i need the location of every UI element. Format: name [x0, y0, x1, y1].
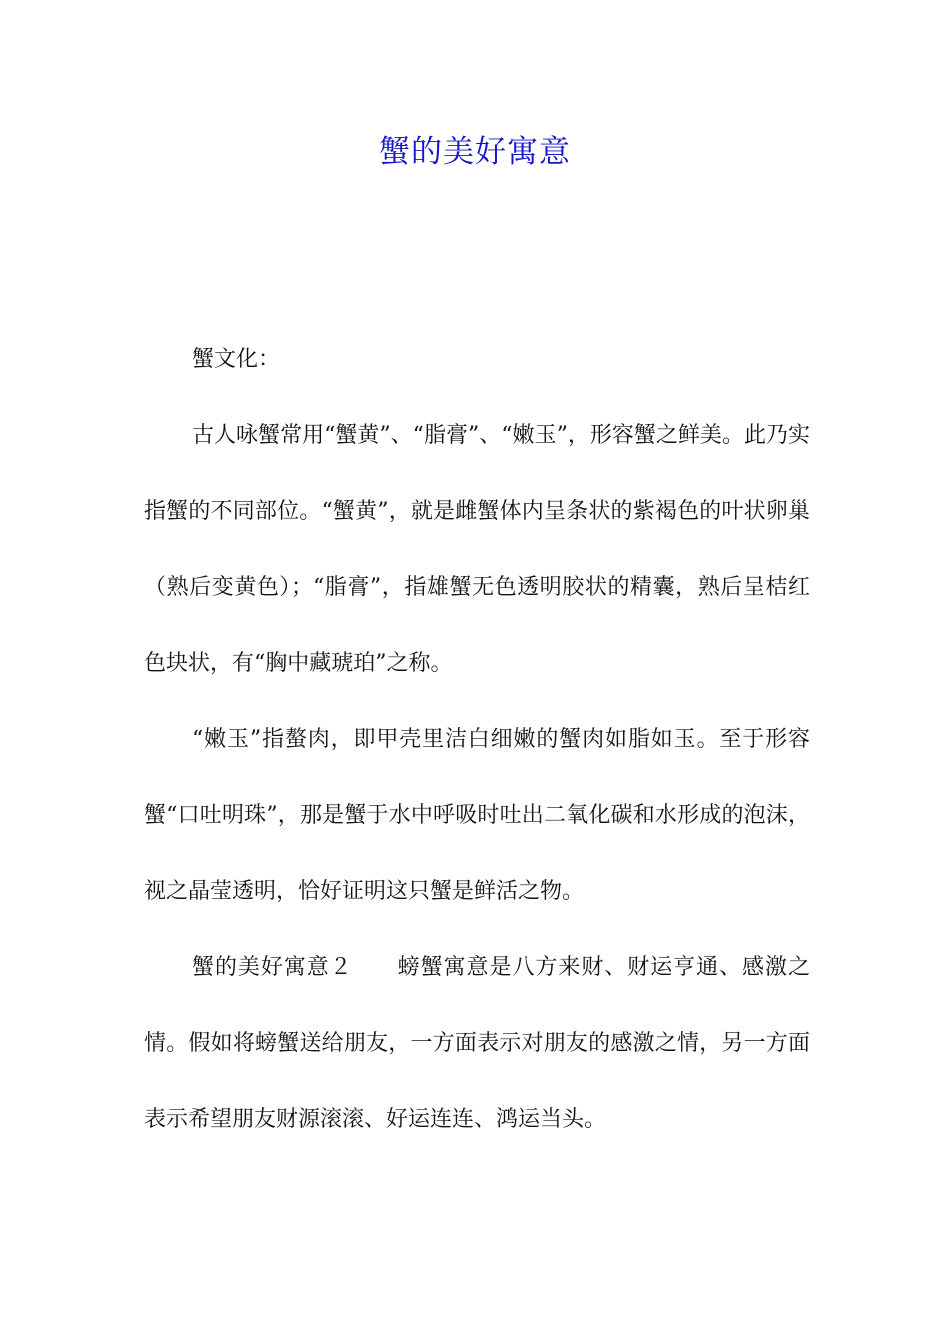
document-body	[144, 322, 810, 1158]
section-heading: 蟹文化：	[192, 347, 281, 372]
section-2-text: 螃蟹寓意是八方来财、财运亨通、感激之情。假如将螃蟹送给朋友，一方面表示对朋友的感激之情，另一方面表示希望朋友财源滚滚、好运连连、鸿运当头。	[144, 955, 810, 1132]
paragraph-1: 古人咏蟹常用“蟹黄”、“脂膏”、“嫩玉”，形容蟹之鲜美。此乃实指蟹的不同部位。“蟹黄”，就是雌蟹体内呈条状的紫褐色的叶状卵巢（熟后变黄色）；“脂膏”，指雄蟹无色透明胶状的精囊，熟后呈桔红色块状，有“胸中藏琥珀”之称。	[144, 423, 810, 676]
paragraph-2: “嫩玉”指螯肉，即甲壳里洁白细嫩的蟹肉如脂如玉。至于形容蟹“口吐明珠”，那是蟹于水中呼吸时吐出二氧化碳和水形成的泡沫，视之晶莹透明，恰好证明这只蟹是鲜活之物。	[144, 727, 810, 904]
document-title: 蟹的美好寓意	[379, 134, 571, 170]
paragraph-3	[144, 930, 810, 1158]
section-2-label: 蟹的美好寓意２	[192, 955, 353, 980]
